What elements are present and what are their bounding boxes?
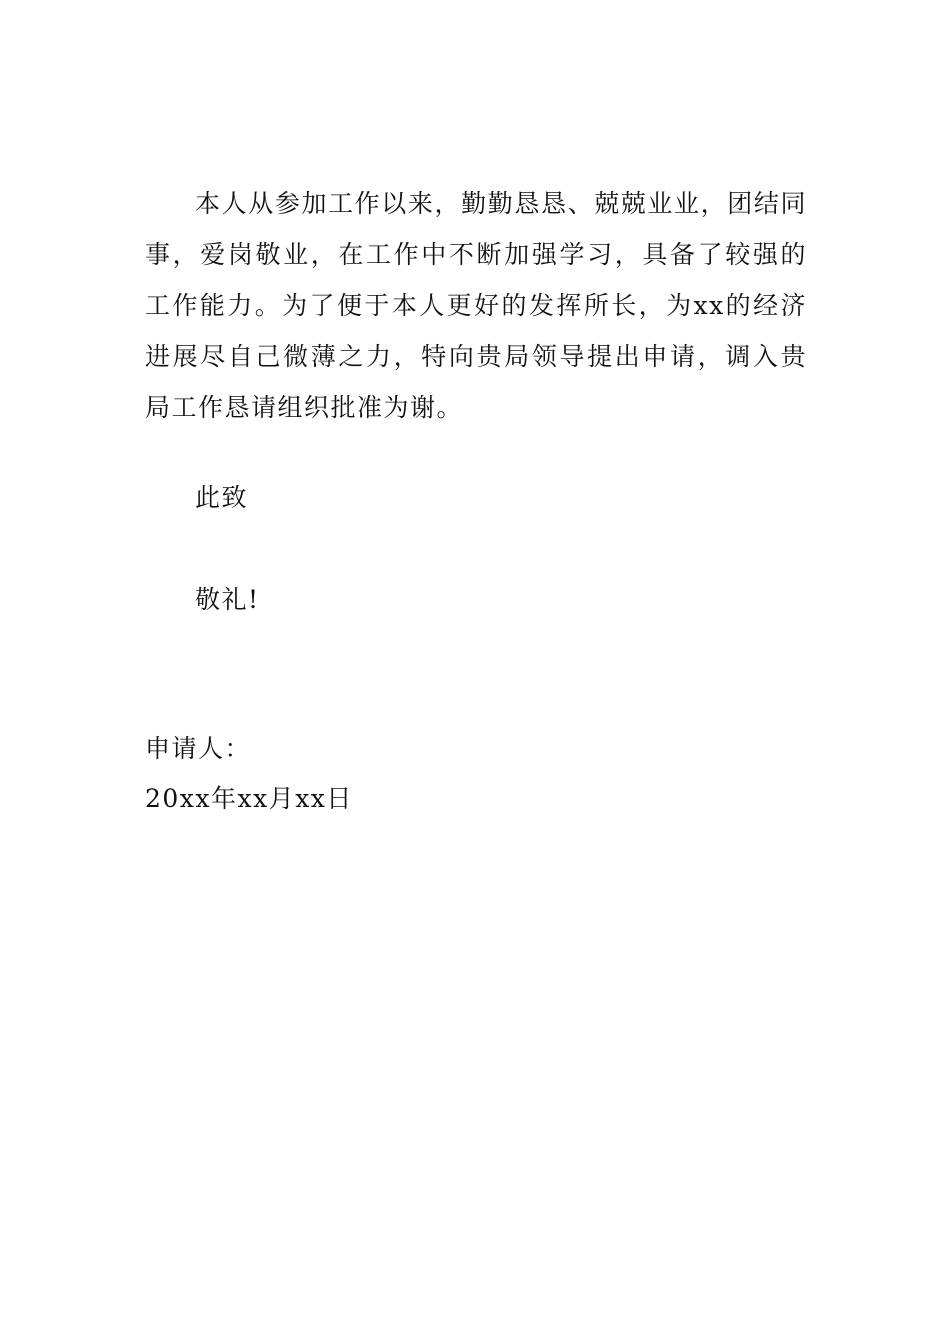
letter-salutation: 敬礼! bbox=[195, 585, 260, 614]
letter-closing: 此致 bbox=[195, 483, 249, 512]
letter-body-paragraph: 本人从参加工作以来，勤勤恳恳、兢兢业业，团结同事，爱岗敬业，在工作中不断加强学习，具备了较强的工作能力。为了便于本人更好的发挥所长，为xx的经济进展尽自己微薄之力，特向贵局领导提出申请，调入贵局工作恳请组织批准为谢。 bbox=[145, 189, 807, 422]
letter-date: 20xx年xx月xx日 bbox=[145, 784, 353, 813]
applicant-label: 申请人： bbox=[145, 734, 252, 763]
